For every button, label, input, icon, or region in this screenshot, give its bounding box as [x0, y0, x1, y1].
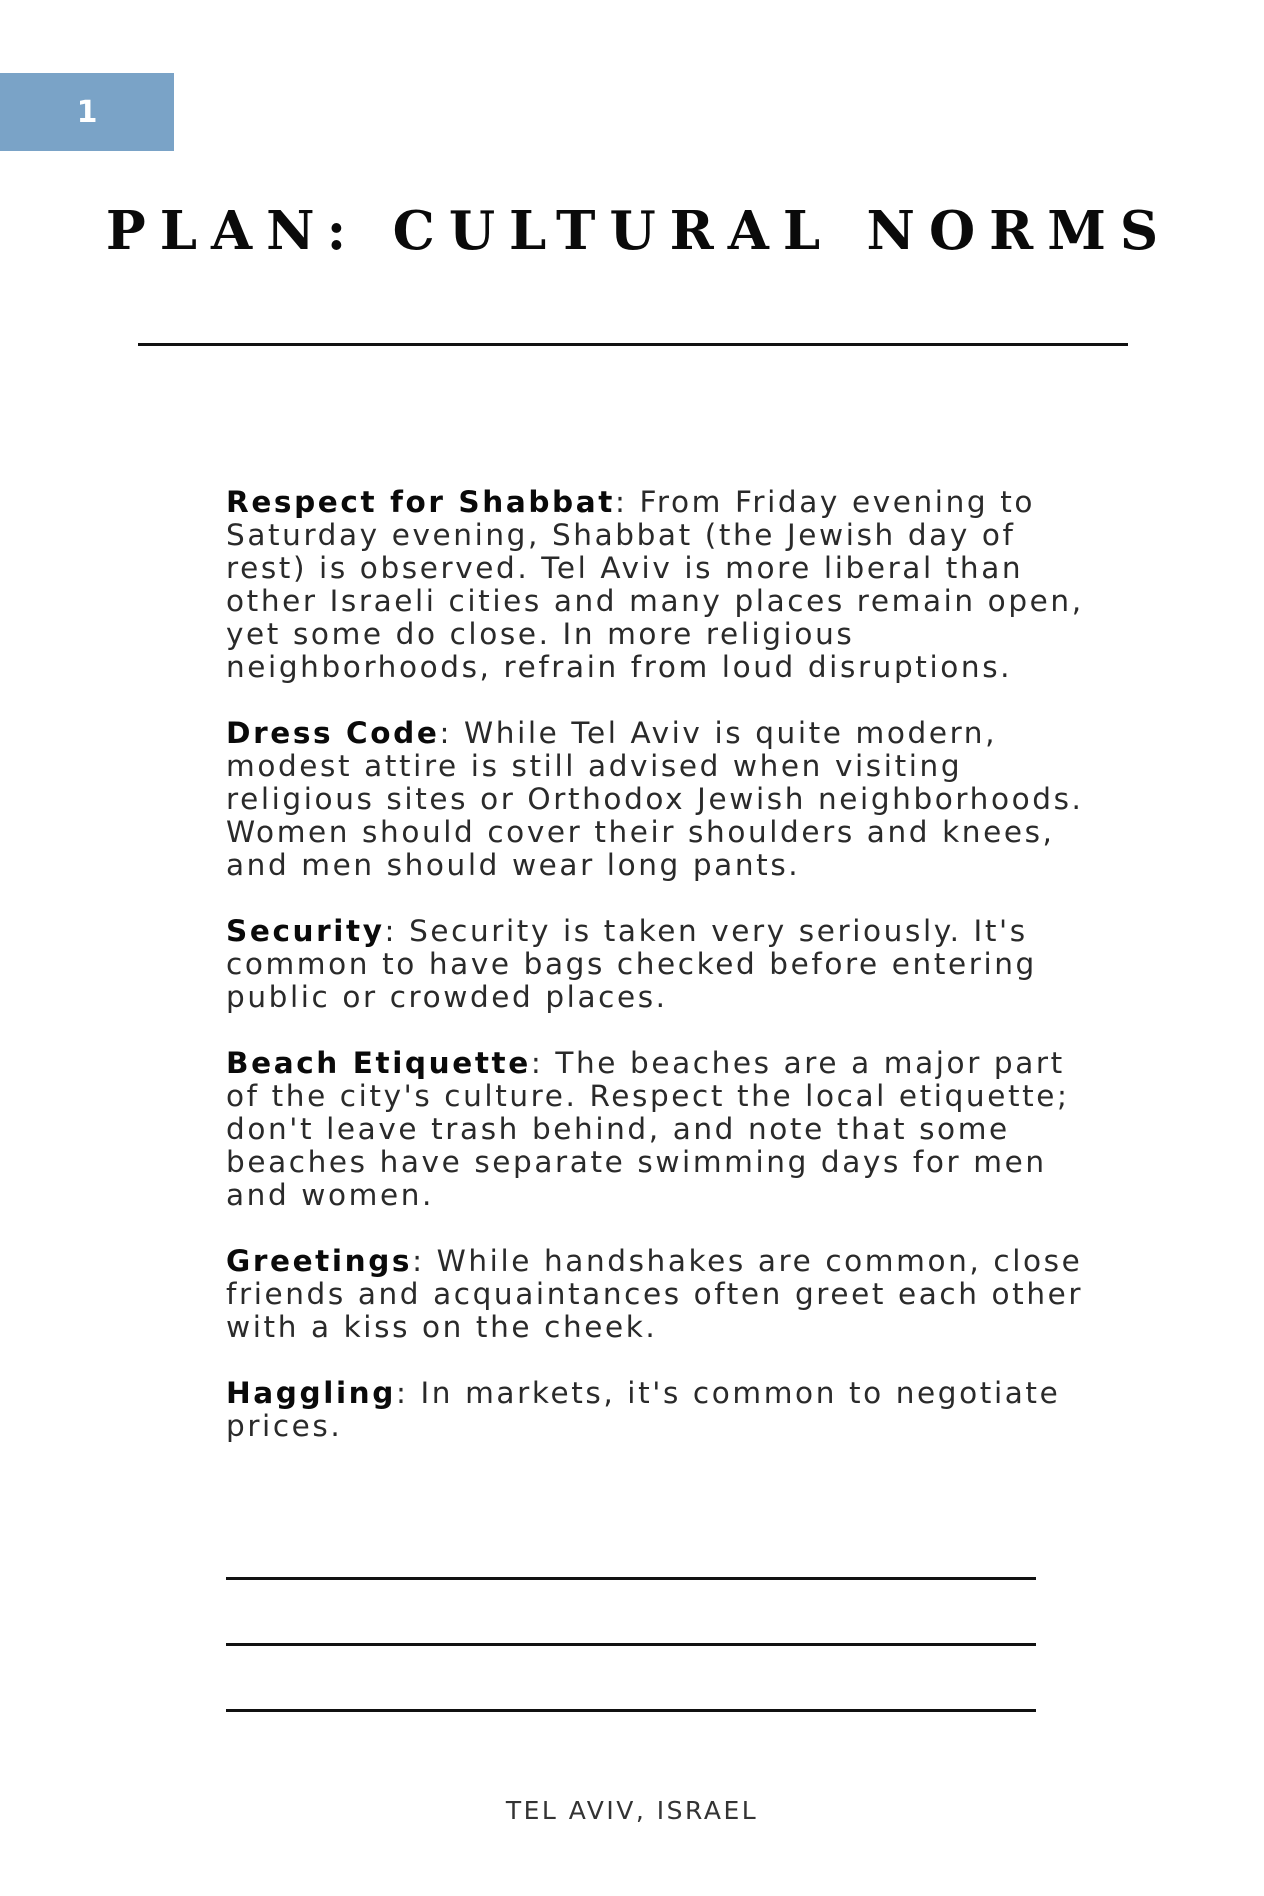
section-text: : Security is taken very seriously. It's common to have bags checked before entering public or crowded places.	[226, 914, 1037, 1014]
page-number-tab	[0, 73, 174, 151]
footer-location: TEL AVIV, ISRAEL	[505, 1796, 759, 1825]
section-text: : The beaches are a major part of the city's culture. Respect the local etiquette; don't leave trash behind, and note that some beaches have separate swimming days for men and women.	[226, 1046, 1070, 1212]
cultural-norms-list	[226, 486, 1086, 1476]
section-beach-etiquette	[226, 1047, 1086, 1212]
section-text: : While Tel Aviv is quite modern, modest attire is still advised when visiting religious sites or Orthodox Jewish neighborhoods. Women should cover their shoulders and knees, and men should wear long pants.	[226, 716, 1084, 882]
section-greetings	[226, 1245, 1086, 1344]
section-text: : While handshakes are common, close friends and acquaintances often greet each other with a kiss on the cheek.	[226, 1244, 1084, 1344]
section-security	[226, 915, 1086, 1014]
section-text: : In markets, it's common to negotiate prices.	[226, 1376, 1061, 1443]
section-respect-for-shabbat	[226, 486, 1086, 684]
section-term: Respect for Shabbat	[226, 485, 615, 519]
section-dress-code	[226, 717, 1086, 882]
note-line	[226, 1577, 1036, 1580]
section-text: : From Friday evening to Saturday evening, Shabbat (the Jewish day of rest) is observed. Tel Aviv is more liberal than other Israeli cities and many places remain open, yet some do close. In more religious neighborhoods, refrain from loud disruptions.	[226, 485, 1084, 684]
section-term: Haggling	[226, 1376, 396, 1410]
section-term: Security	[226, 914, 385, 948]
note-line	[226, 1709, 1036, 1712]
section-term: Dress Code	[226, 716, 440, 750]
note-line	[226, 1643, 1036, 1646]
page-title: PLAN: CULTURAL NORMS	[105, 200, 1173, 262]
section-term: Beach Etiquette	[226, 1046, 531, 1080]
page-number: 1	[76, 94, 98, 130]
section-haggling	[226, 1377, 1086, 1443]
title-divider	[138, 343, 1128, 346]
section-term: Greetings	[226, 1244, 413, 1278]
